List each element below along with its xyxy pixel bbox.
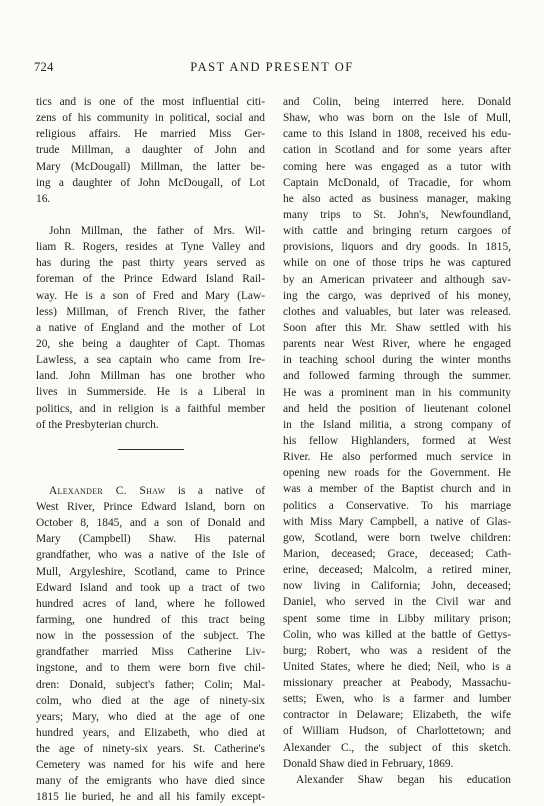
text-line: spent some time in Libby military prison;: [283, 612, 511, 625]
paragraph: [283, 772, 511, 788]
text-line: lives in Summerside. He is a Liberal in: [36, 386, 265, 399]
text-line: colm, who died at the age of ninety-six: [36, 694, 265, 707]
text-line: clothes and valuables, but later was released.: [283, 305, 511, 318]
text-line: 16.: [36, 192, 51, 205]
text-line: and followed farming through the summer.: [283, 370, 511, 383]
text-line: John Millman, the father of Mrs. Wil-: [49, 224, 265, 237]
text-line: tics and is one of the most influential citi-: [36, 96, 265, 108]
text-line: with Miss Mary Campbell, a native of Glas-: [283, 515, 511, 528]
text-line: of William Hudson, of Charlottetown; and: [283, 725, 511, 738]
text-line: Mull, Argyleshire, Scotland, came to Prince: [36, 565, 265, 578]
text-line: erine, deceased; Malcolm, a retired miner,: [283, 564, 511, 577]
text-line: less) Millman, of French River, the father: [36, 305, 265, 318]
text-line: now living in California; John, deceased;: [283, 580, 511, 593]
paragraph: [36, 94, 265, 207]
text-line: many trips to St. John's, Newfoundland,: [283, 208, 511, 221]
text-line: parents near West River, where he engaged: [283, 338, 511, 351]
text-line: Alexander C. Shaw is a native of: [49, 484, 265, 497]
text-line: River. He also performed much service in: [283, 451, 511, 464]
text-line: burg; Robert, who was a resident of the: [283, 644, 511, 657]
text-line: politics a Conservative. To his marriage: [283, 499, 511, 512]
text-line: farming, one hundred of this tract being: [36, 613, 265, 626]
text-line: while on one of those trips he was captured: [283, 257, 511, 270]
text-line: way. He is a son of Fred and Mary (Law-: [36, 289, 265, 302]
text-line: liam R. Rogers, resides at Tyne Valley and: [36, 241, 265, 254]
text-line: Daniel, who served in the Civil war and: [283, 596, 511, 609]
text-line: by an American privateer and although sav-: [283, 273, 511, 286]
text-line: Shaw, who was born on the Isle of Mull,: [283, 112, 511, 125]
text-line: years; Mary, who died at the age of one: [36, 710, 265, 723]
right-column: [283, 94, 511, 788]
text-line: hundred years, and Elizabeth, who died at: [36, 726, 265, 739]
text-line: October 8, 1845, and a son of Donald and: [36, 517, 265, 530]
text-line: of the Presbyterian church.: [36, 418, 159, 431]
text-line: in teaching school during the winter months: [283, 354, 511, 367]
left-column: [36, 94, 265, 806]
text-line: has during the past thirty years served as: [36, 257, 265, 270]
text-line: and Colin, being interred here. Donald: [283, 96, 511, 108]
paragraph: [36, 223, 265, 433]
text-line: dren: Donald, subject's father; Colin; Mal-: [36, 678, 265, 691]
text-line: politics, and in religion is a faithful member: [36, 402, 265, 415]
text-line: Mary (McDougall) Millman, the latter be-: [36, 160, 265, 173]
text-line: Marion, deceased; Grace, deceased; Cath-: [283, 547, 511, 560]
text-line: hundred acres of land, where he followed: [36, 597, 265, 610]
text-line: now in the possession of the subject. The: [36, 630, 265, 643]
text-line: Edward Island and took up a tract of two: [36, 581, 265, 594]
text-line: coming here was engaged as a tutor with: [283, 160, 511, 173]
running-head: PAST AND PRESENT OF: [190, 60, 354, 74]
text-line: with cattle and bringing return cargoes of: [283, 225, 511, 238]
text-line: his fellow Highlanders, formed at West: [283, 434, 511, 447]
text-line: opening new roads for the Government. He: [283, 467, 511, 480]
text-line: a native of England and the mother of Lot: [36, 321, 265, 334]
text-line: and held the position of lieutenant colonel: [283, 402, 511, 415]
text-line: came to this Island in 1808, received his edu-: [283, 128, 511, 141]
text-line: provisions, liquors and dry goods. In 1815,: [283, 241, 511, 254]
text-line: religious affairs. He married Miss Ger-: [36, 128, 265, 141]
section-divider: [118, 449, 184, 450]
text-line: in the Island militia, a strong company of: [283, 418, 511, 431]
text-line: ing a daughter of John McDougall, of Lot: [36, 176, 265, 189]
text-line: 20, she being a daughter of Capt. Thomas: [36, 337, 265, 350]
text-line: grandfather, who was a native of the Isle of: [36, 549, 265, 562]
page-number: 724: [34, 60, 54, 74]
text-line: grandfather married Miss Catherine Liv-: [36, 646, 265, 659]
text-line: ingstone, and to them were born five chil-: [36, 662, 265, 675]
text-line: Captain McDonald, of Tracadie, for whom: [283, 176, 511, 189]
text-line: Donald Shaw died in February, 1869.: [283, 757, 454, 770]
text-line: zens of his community in political, social and: [36, 112, 265, 125]
text-line: land. John Millman has one brother who: [36, 370, 265, 383]
text-line: Soon after this Mr. Shaw settled with his: [283, 321, 511, 334]
text-line: the age of ninety-six years. St. Catherine's: [36, 743, 265, 756]
text-line: cation in Scotland and for some years after: [283, 144, 511, 157]
text-line: he also acted as business manager, making: [283, 192, 511, 205]
text-line: Alexander Shaw began his education: [296, 773, 511, 786]
text-line: ing the cargo, was deprived of his money,: [283, 289, 511, 302]
text-line: gow, Scotland, were born twelve children:: [283, 531, 511, 544]
text-line: foreman of the Prince Edward Island Rail-: [36, 273, 265, 286]
text-line: Mary (Campbell) Shaw. His paternal: [36, 533, 265, 546]
text-line: He was a prominent man in his community: [283, 386, 511, 399]
text-line: Colin, who was killed at the battle of Gettys-: [283, 628, 511, 641]
text-line: was a member of the Baptist church and in: [283, 483, 511, 496]
text-line: missionary preacher at Peabody, Massachu-: [283, 677, 511, 690]
text-line: Lawless, a sea captain who came from Ire-: [36, 354, 265, 367]
paragraph: [283, 94, 511, 772]
text-line: many of the emigrants who have died since: [36, 775, 265, 788]
text-line: setts; Ewen, who is a farmer and lumber: [283, 693, 511, 706]
paragraph: [36, 483, 265, 806]
text-line: Alexander C., the subject of this sketch.: [283, 741, 511, 754]
text-line: West River, Prince Edward Island, born on: [36, 500, 265, 513]
text-line: United States, where he died; Neil, who is a: [283, 660, 511, 673]
text-line: Cemetery was named for his wife and here: [36, 759, 265, 772]
text-line: 1815 lie buried, he and all his family except-: [36, 791, 265, 804]
text-line: trude Millman, a daughter of John and: [36, 144, 265, 157]
text-line: contractor in Delaware; Elizabeth, the wife: [283, 709, 511, 722]
